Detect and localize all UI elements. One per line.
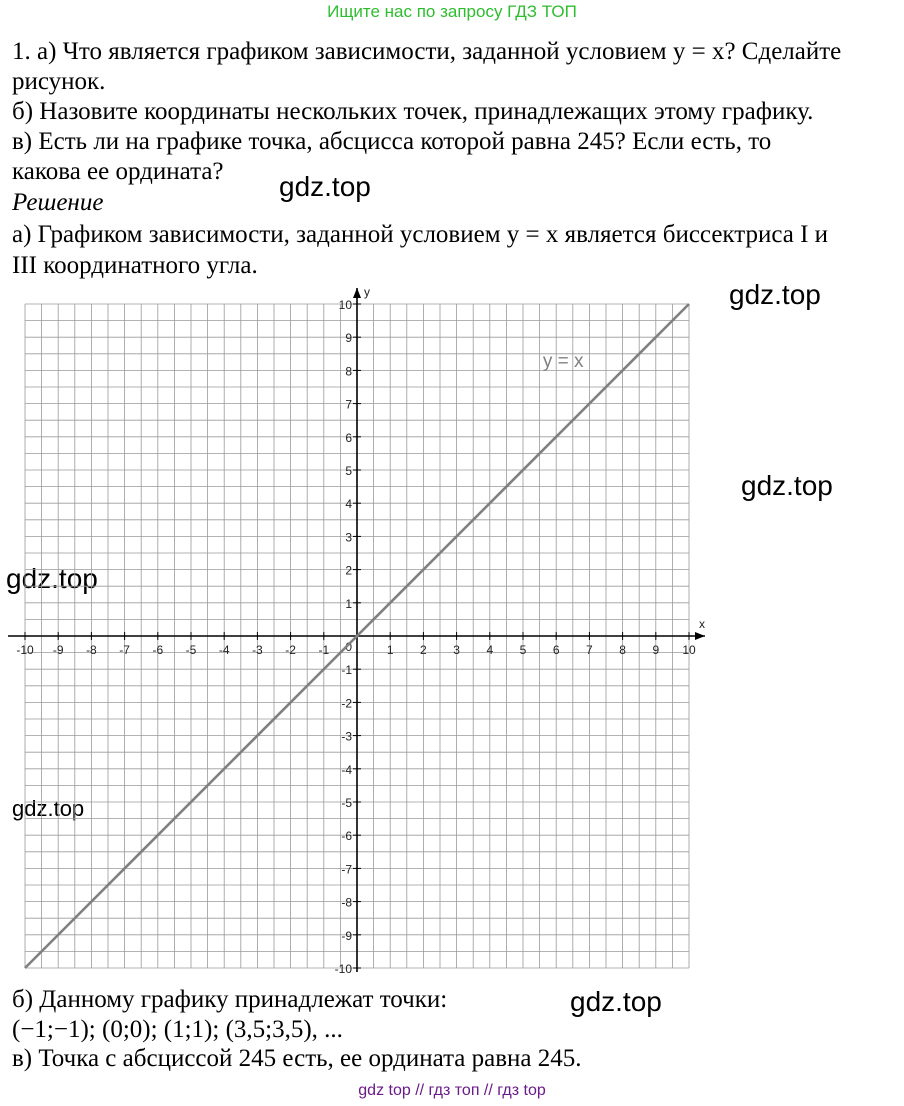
y-tick-label: 5 — [345, 464, 352, 478]
watermark: gdz.top — [570, 986, 662, 1017]
y-tick-label: -8 — [341, 895, 352, 910]
series-annotation: y = x — [542, 351, 584, 373]
x-tick-label: 9 — [652, 643, 660, 657]
top-banner[interactable]: Ищите нас по запросу ГДЗ ТОП — [327, 2, 577, 21]
y-tick-label: -3 — [341, 729, 352, 744]
x-tick-label: -8 — [86, 643, 97, 657]
x-tick-label: -2 — [285, 643, 296, 657]
x-tick-label: 4 — [486, 643, 494, 657]
x-axis-label: x — [699, 617, 705, 631]
y-tick-label: -5 — [341, 796, 352, 810]
x-tick-label: -7 — [119, 643, 130, 657]
y-tick-label: -2 — [341, 696, 352, 711]
watermark: gdz.top — [279, 171, 371, 202]
watermark: gdz.top — [729, 279, 821, 310]
solution-heading: Решение — [12, 189, 104, 216]
solution-c-line: в) Точка с абсциссой 245 есть, ее ордината равна 245. — [12, 1045, 582, 1072]
problem-b-line: б) Назовите координаты нескольких точек, принадлежащих этому графику. — [12, 98, 814, 125]
y-tick-label: 3 — [345, 530, 352, 545]
solution-b-line2: (−1;−1); (0;0); (1;1); (3,5;3,5), ... — [12, 1016, 343, 1043]
y-axis-arrow — [353, 288, 361, 298]
y-tick-label: -9 — [341, 928, 352, 943]
solution-b-line1: б) Данному графику принадлежат точки: — [12, 986, 448, 1013]
problem-a-line2: рисунок. — [12, 68, 106, 95]
x-axis-arrow — [695, 632, 705, 640]
y-tick-label: -6 — [341, 829, 352, 844]
x-tick-label: 1 — [386, 643, 394, 657]
y-tick-label: -4 — [341, 762, 352, 777]
x-tick-label: 6 — [552, 643, 560, 657]
x-tick-label: -4 — [218, 643, 230, 657]
y-tick-label: 8 — [345, 364, 352, 379]
problem-c-line2: какова ее ордината? — [12, 158, 224, 185]
x-tick-label: -5 — [185, 643, 197, 657]
x-tick-label: -9 — [52, 643, 64, 657]
y-tick-label: -7 — [341, 862, 352, 877]
coordinate-plane — [0, 280, 720, 985]
y-axis-label: y — [364, 285, 370, 299]
solution-a-line1: а) Графиком зависимости, заданной условием y = x является биссектриса I и — [12, 221, 829, 248]
origin-label: 0 — [345, 640, 352, 654]
x-tick-label: 10 — [682, 643, 696, 657]
y-tick-label: 4 — [345, 497, 352, 512]
x-tick-label: 7 — [586, 643, 593, 657]
x-tick-label: -6 — [152, 643, 164, 657]
y-tick-label: 9 — [345, 331, 352, 346]
x-tick-label: 2 — [420, 643, 427, 657]
x-tick-label: -10 — [16, 643, 34, 657]
x-tick-label: -3 — [252, 643, 263, 657]
y-tick-label: 10 — [338, 298, 352, 312]
y-tick-label: -1 — [341, 663, 352, 678]
x-tick-label: 5 — [519, 643, 527, 657]
x-tick-label: 8 — [619, 643, 626, 657]
solution-a-line2: III координатного угла. — [12, 252, 258, 279]
y-tick-label: 6 — [345, 430, 352, 445]
watermark: gdz.top — [12, 796, 85, 821]
problem-c-line1: в) Есть ли на графике точка, абсцисса которой равна 245? Если есть, то — [12, 128, 772, 155]
y-tick-label: 7 — [345, 397, 352, 412]
x-tick-label: 3 — [453, 643, 460, 657]
y-tick-label: -10 — [334, 962, 352, 976]
y-tick-label: 2 — [345, 563, 352, 578]
problem-a-line1: 1. а) Что является графиком зависимости, заданной условием y = x? Сделайте — [12, 38, 842, 65]
y-tick-label: 1 — [345, 596, 352, 611]
watermark: gdz.top — [741, 470, 833, 501]
x-tick-label: -1 — [318, 643, 330, 657]
watermark: gdz.top — [6, 563, 98, 594]
footer-links[interactable]: gdz top // гдз топ // гдз top — [358, 1082, 546, 1099]
